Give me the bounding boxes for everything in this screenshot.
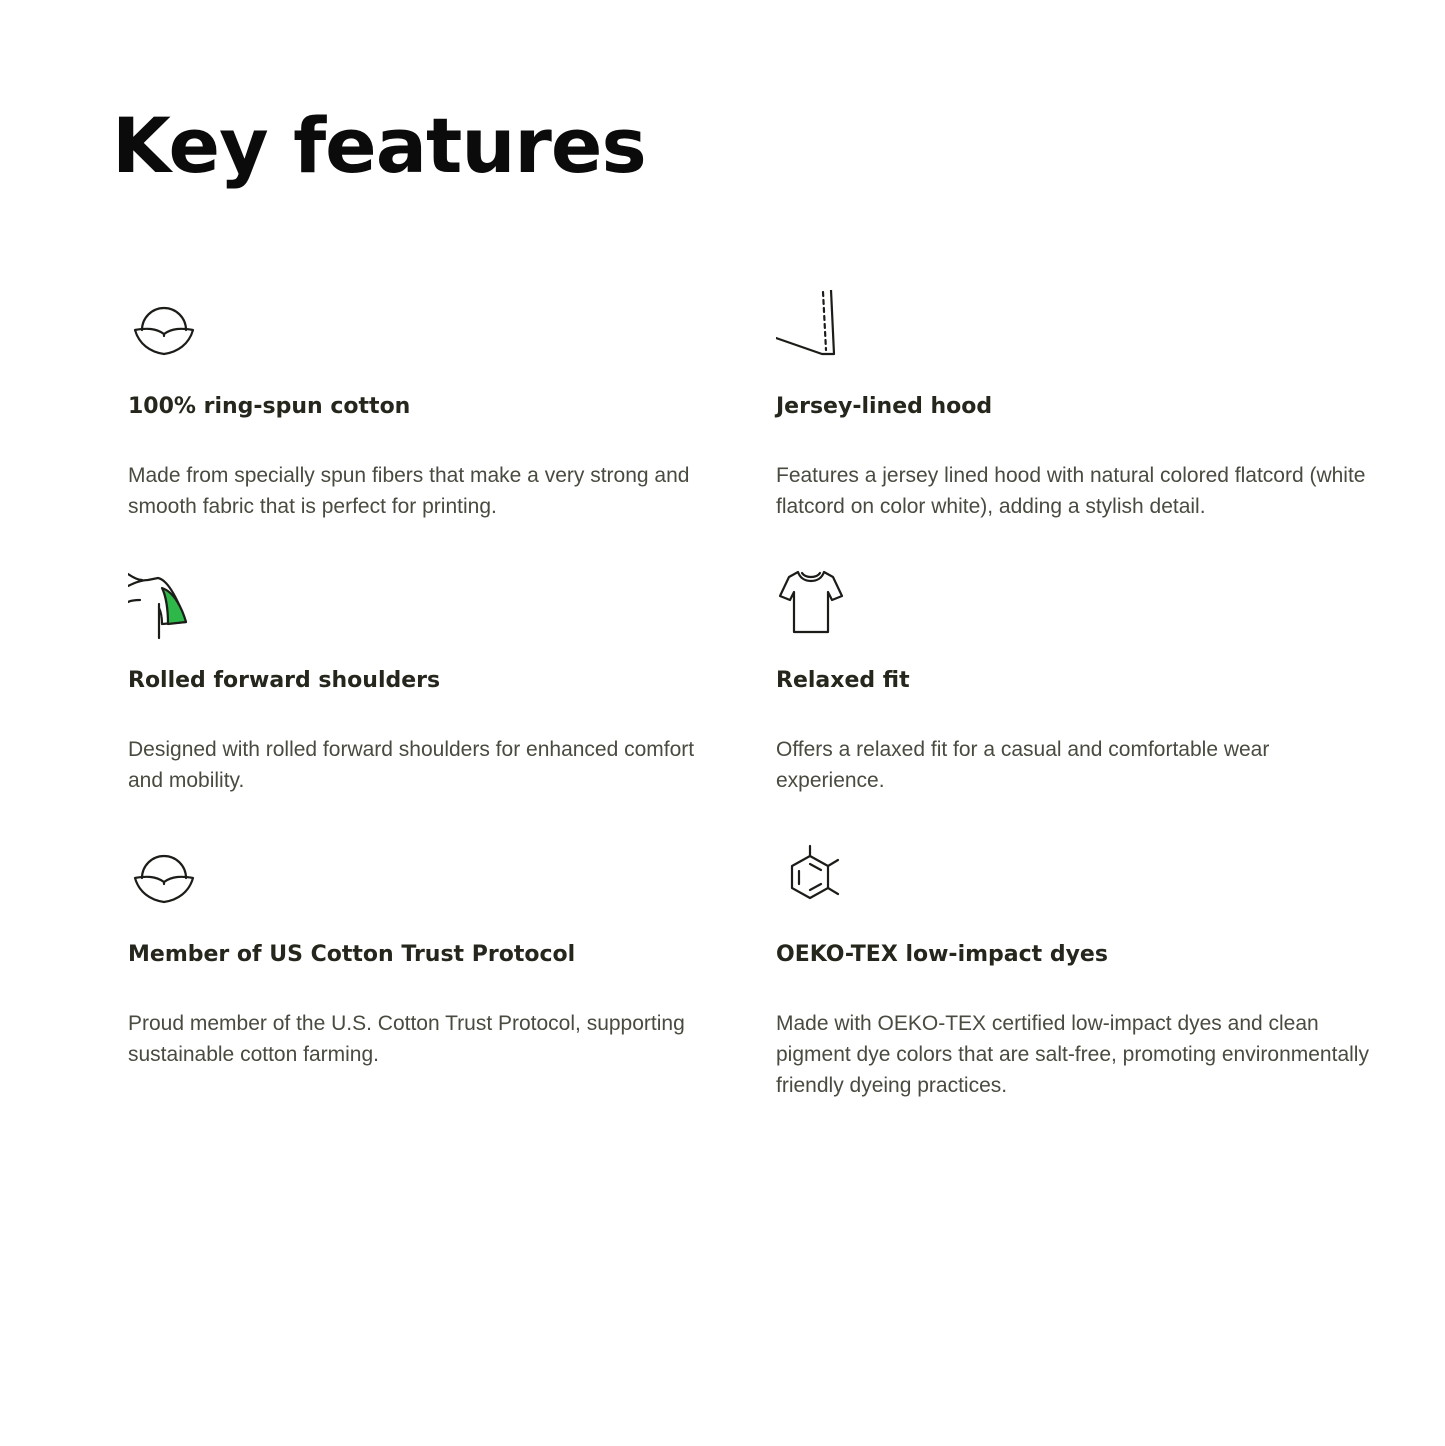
molecule-icon <box>776 838 856 918</box>
feature-description: Made from specially spun fibers that make a very strong and smooth fabric that is perfect for printing. <box>128 464 690 518</box>
cotton-boll-icon <box>128 290 208 370</box>
feature-title: Jersey-lined hood <box>776 394 993 419</box>
feature-description: Features a jersey lined hood with natural colored flatcord (white flatcord on color white), adding a stylish detail. <box>776 464 1366 518</box>
feature-description: Proud member of the U.S. Cotton Trust Protocol, supporting sustainable cotton farming. <box>128 1012 685 1066</box>
shoulder-seam-icon <box>128 564 208 644</box>
page-title: Key features <box>112 101 646 190</box>
feature-description: Offers a relaxed fit for a casual and comfortable wear experience. <box>776 738 1270 792</box>
feature-title: Relaxed fit <box>776 668 910 693</box>
feature-title: 100% ring-spun cotton <box>128 394 411 419</box>
hood-stitch-icon <box>776 290 856 370</box>
feature-title: OEKO-TEX low-impact dyes <box>776 942 1108 967</box>
feature-title: Rolled forward shoulders <box>128 668 441 693</box>
feature-title: Member of US Cotton Trust Protocol <box>128 942 576 967</box>
cotton-boll-icon <box>128 838 208 918</box>
t-shirt-icon <box>776 564 856 644</box>
feature-description: Made with OEKO-TEX certified low-impact dyes and clean pigment dye colors that are salt-free, promoting environmentally friendly dyeing practices. <box>776 1012 1369 1097</box>
feature-description: Designed with rolled forward shoulders for enhanced comfort and mobility. <box>128 738 695 792</box>
